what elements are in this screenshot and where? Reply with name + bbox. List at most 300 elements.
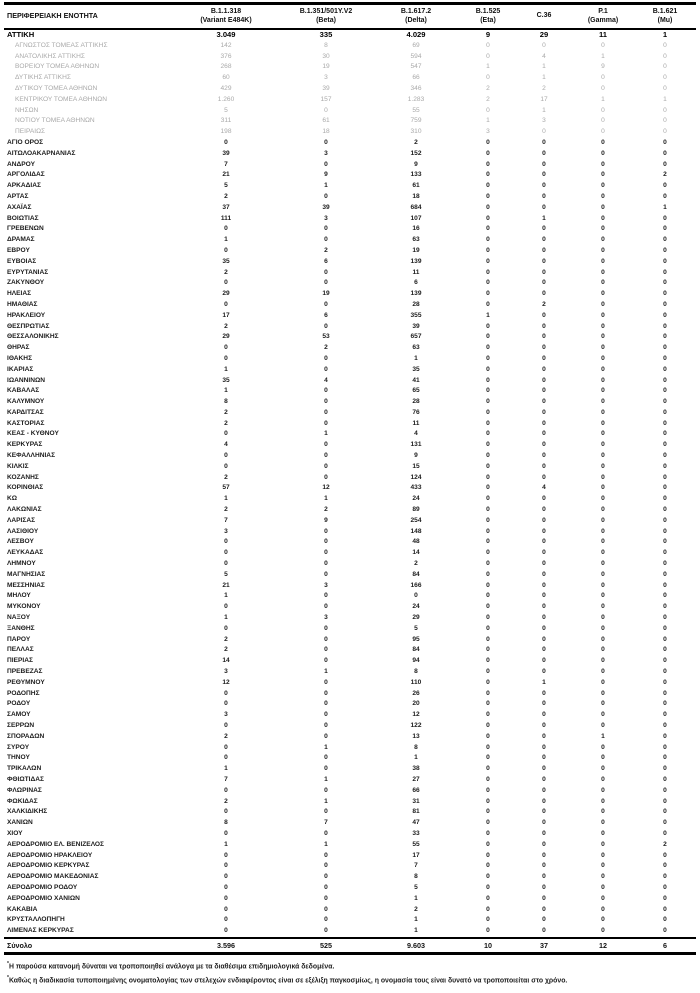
value-cell: 0 xyxy=(486,408,490,416)
value-cell: 311 xyxy=(220,117,232,125)
table-row xyxy=(4,181,696,192)
table-row xyxy=(4,419,696,430)
value-cell: 0 xyxy=(324,279,328,287)
table-row xyxy=(4,699,696,710)
value-cell: 0 xyxy=(663,452,667,460)
value-cell: 0 xyxy=(542,549,546,557)
value-cell: 2 xyxy=(224,419,228,427)
value-cell: 133 xyxy=(410,171,422,179)
region-name-cell: ΛΑΡΙΣΑΣ xyxy=(7,516,36,524)
value-cell: 0 xyxy=(224,808,228,816)
value-cell: 0 xyxy=(663,160,667,168)
region-name-cell: ΝΑΞΟΥ xyxy=(7,614,31,622)
table-row xyxy=(4,376,696,387)
value-cell: 0 xyxy=(224,754,228,762)
region-name-cell: ΑΕΡΟΔΡΟΜΙΟ ΗΡΑΚΛΕΙΟΥ xyxy=(7,851,93,859)
value-cell: 122 xyxy=(410,722,422,729)
table-row xyxy=(4,278,696,289)
header-row xyxy=(4,4,696,30)
value-cell: 0 xyxy=(663,819,667,827)
value-cell: 0 xyxy=(224,246,228,254)
value-cell: 0 xyxy=(663,797,667,805)
value-cell: 94 xyxy=(412,657,420,665)
value-cell: 0 xyxy=(324,473,328,481)
value-cell: 0 xyxy=(663,732,667,740)
total-value-cell: 525 xyxy=(280,938,372,954)
value-cell: 4.029 xyxy=(406,30,426,39)
value-cell: 1 xyxy=(324,495,328,503)
value-cell: 26 xyxy=(412,689,420,697)
value-cell: 0 xyxy=(601,214,605,222)
table-row xyxy=(4,52,696,63)
value-cell: 0 xyxy=(601,495,605,503)
value-cell: 2 xyxy=(224,322,228,330)
value-cell: 107 xyxy=(410,214,422,222)
value-cell: 0 xyxy=(324,732,328,740)
value-cell: 0 xyxy=(324,462,328,470)
value-cell: 0 xyxy=(486,797,490,805)
region-name-cell: ΙΘΑΚΗΣ xyxy=(7,354,33,362)
value-cell: 0 xyxy=(486,754,490,762)
value-cell: 0 xyxy=(486,149,490,157)
column-header-variant: C.36 xyxy=(516,4,572,30)
value-cell: 0 xyxy=(324,398,328,406)
value-cell: 0 xyxy=(542,41,546,49)
region-name-cell: ΑΕΡΟΔΡΟΜΙΟ ΕΛ. ΒΕΝΙΖΕΛΟΣ xyxy=(7,840,105,848)
value-cell: 2 xyxy=(324,344,328,352)
value-cell: 21 xyxy=(222,171,230,179)
value-cell: 0 xyxy=(663,581,667,589)
region-name-cell: ΜΕΣΣΗΝΙΑΣ xyxy=(7,581,45,589)
value-cell: 0 xyxy=(663,84,667,92)
value-cell: 0 xyxy=(224,538,228,546)
value-cell: 81 xyxy=(412,808,420,816)
region-name-cell: ΘΕΣΠΡΩΤΙΑΣ xyxy=(7,322,50,330)
value-cell: 0 xyxy=(663,614,667,622)
value-cell: 0 xyxy=(224,300,228,308)
value-cell: 0 xyxy=(663,430,667,438)
value-cell: 0 xyxy=(486,462,490,470)
value-cell: 594 xyxy=(410,52,422,60)
value-cell: 0 xyxy=(324,700,328,708)
table-row xyxy=(4,41,696,52)
value-cell: 17 xyxy=(222,311,230,319)
value-cell: 110 xyxy=(410,678,422,686)
value-cell: 0 xyxy=(542,927,546,935)
value-cell: 0 xyxy=(486,862,490,870)
value-cell: 11 xyxy=(412,419,420,427)
region-name-cell: ΠΡΕΒΕΖΑΣ xyxy=(7,668,43,676)
value-cell: 0 xyxy=(542,430,546,438)
value-cell: 0 xyxy=(542,786,546,794)
value-cell: 0 xyxy=(601,905,605,913)
value-cell: 0 xyxy=(542,408,546,416)
region-name-cell: ΗΜΑΘΙΑΣ xyxy=(7,300,38,308)
value-cell: 0 xyxy=(324,160,328,168)
value-cell: 4 xyxy=(542,52,546,60)
value-cell: 38 xyxy=(412,765,420,773)
value-cell: 0 xyxy=(542,603,546,611)
value-cell: 0 xyxy=(542,873,546,881)
value-cell: 1 xyxy=(414,894,418,902)
table-row xyxy=(4,494,696,505)
value-cell: 0 xyxy=(324,225,328,233)
value-cell: 0 xyxy=(663,279,667,287)
region-name-cell: ΒΟΡΕΙΟΥ ΤΟΜΕΑ ΑΘΗΝΩΝ xyxy=(15,63,100,71)
table-row xyxy=(4,667,696,678)
value-cell: 0 xyxy=(542,246,546,254)
value-cell: 0 xyxy=(486,808,490,816)
value-cell: 0 xyxy=(601,279,605,287)
value-cell: 0 xyxy=(663,722,667,729)
value-cell: 0 xyxy=(486,279,490,287)
value-cell: 1 xyxy=(324,775,328,783)
value-cell: 17 xyxy=(540,95,548,103)
value-cell: 139 xyxy=(410,257,422,265)
value-cell: 0 xyxy=(601,840,605,848)
value-cell: 19 xyxy=(412,246,420,254)
value-cell: 0 xyxy=(542,657,546,665)
value-cell: 0 xyxy=(486,441,490,449)
value-cell: 0 xyxy=(601,635,605,643)
region-name-cell: ΝΗΣΩΝ xyxy=(15,106,39,114)
value-cell: 0 xyxy=(542,225,546,233)
value-cell: 0 xyxy=(601,408,605,416)
value-cell: 0 xyxy=(601,41,605,49)
region-name-cell: ΛΕΣΒΟΥ xyxy=(7,538,34,546)
value-cell: 0 xyxy=(601,290,605,298)
table-row xyxy=(4,300,696,311)
value-cell: 8 xyxy=(224,398,228,406)
value-cell: 268 xyxy=(220,63,232,71)
value-cell: 30 xyxy=(322,52,330,60)
value-cell: 0 xyxy=(486,225,490,233)
value-cell: 1 xyxy=(224,592,228,600)
value-cell: 355 xyxy=(410,311,422,319)
region-name-cell: ΑΧΑΪΑΣ xyxy=(7,203,32,211)
value-cell: 0 xyxy=(542,894,546,902)
region-name-cell: ΑΡΓΟΛΙΔΑΣ xyxy=(7,171,45,179)
table-row xyxy=(4,581,696,592)
table-row xyxy=(4,29,696,41)
value-cell: 0 xyxy=(486,646,490,654)
value-cell: 198 xyxy=(220,128,232,136)
value-cell: 0 xyxy=(542,722,546,729)
value-cell: 1 xyxy=(224,236,228,244)
value-cell: 1 xyxy=(224,840,228,848)
value-cell: 0 xyxy=(486,905,490,913)
value-cell: 0 xyxy=(486,257,490,265)
value-cell: 0 xyxy=(601,246,605,254)
value-cell: 0 xyxy=(601,106,605,114)
value-cell: 0 xyxy=(542,624,546,632)
value-cell: 0 xyxy=(601,581,605,589)
value-cell: 95 xyxy=(412,635,420,643)
value-cell: 39 xyxy=(412,322,420,330)
value-cell: 0 xyxy=(324,365,328,373)
value-cell: 0 xyxy=(542,614,546,622)
value-cell: 0 xyxy=(601,236,605,244)
value-cell: 0 xyxy=(663,41,667,49)
value-cell: 1 xyxy=(224,765,228,773)
value-cell: 0 xyxy=(542,840,546,848)
value-cell: 0 xyxy=(542,160,546,168)
value-cell: 0 xyxy=(601,398,605,406)
table-row xyxy=(4,818,696,829)
value-cell: 0 xyxy=(486,624,490,632)
region-name-cell: ΚΟΖΑΝΗΣ xyxy=(7,473,39,481)
value-cell: 0 xyxy=(542,344,546,352)
value-cell: 0 xyxy=(601,851,605,859)
value-cell: 0 xyxy=(542,398,546,406)
value-cell: 0 xyxy=(663,538,667,546)
region-name-cell: ΣΕΡΡΩΝ xyxy=(7,722,35,729)
table-row xyxy=(4,73,696,84)
value-cell: 0 xyxy=(663,182,667,190)
region-name-cell: ΚΡΥΣΤΑΛΛΟΠΗΓΗ xyxy=(7,916,65,924)
value-cell: 2 xyxy=(414,560,418,568)
value-cell: 0 xyxy=(663,570,667,578)
value-cell: 47 xyxy=(412,819,420,827)
value-cell: 0 xyxy=(224,344,228,352)
value-cell: 111 xyxy=(220,214,232,222)
value-cell: 0 xyxy=(542,365,546,373)
value-cell: 0 xyxy=(486,614,490,622)
value-cell: 0 xyxy=(486,570,490,578)
region-name-cell: ΚΕΦΑΛΛΗΝΙΑΣ xyxy=(7,452,56,460)
region-name-cell: ΔΥΤΙΚΟΥ ΤΟΜΕΑ ΑΘΗΝΩΝ xyxy=(15,84,98,92)
value-cell: 35 xyxy=(222,257,230,265)
value-cell: 0 xyxy=(601,182,605,190)
value-cell: 657 xyxy=(410,333,422,341)
region-name-cell: ΗΡΑΚΛΕΙΟΥ xyxy=(7,311,46,319)
value-cell: 4 xyxy=(324,376,328,384)
value-cell: 0 xyxy=(601,743,605,751)
value-cell: 0 xyxy=(542,311,546,319)
table-row xyxy=(4,559,696,570)
value-cell: 0 xyxy=(601,376,605,384)
value-cell: 2 xyxy=(324,246,328,254)
value-cell: 24 xyxy=(412,603,420,611)
column-header-region: ΠΕΡΙΦΕΡΕΙΑΚΗ ΕΝΟΤΗΤΑ xyxy=(4,4,172,30)
region-name-cell: ΛΙΜΕΝΑΣ ΚΕΡΚΥΡΑΣ xyxy=(7,927,74,935)
value-cell: 0 xyxy=(542,775,546,783)
value-cell: 1 xyxy=(224,365,228,373)
value-cell: 0 xyxy=(663,646,667,654)
value-cell: 0 xyxy=(486,883,490,891)
value-cell: 0 xyxy=(663,754,667,762)
value-cell: 0 xyxy=(663,927,667,935)
value-cell: 0 xyxy=(486,160,490,168)
region-name-cell: ΓΡΕΒΕΝΩΝ xyxy=(7,225,44,233)
value-cell: 0 xyxy=(601,927,605,935)
value-cell: 14 xyxy=(222,657,230,665)
region-name-cell: ΦΩΚΙΔΑΣ xyxy=(7,797,38,805)
region-name-cell: ΦΛΩΡΙΝΑΣ xyxy=(7,786,42,794)
value-cell: 0 xyxy=(601,300,605,308)
value-cell: 0 xyxy=(486,581,490,589)
value-cell: 0 xyxy=(542,829,546,837)
value-cell: 0 xyxy=(486,354,490,362)
value-cell: 0 xyxy=(486,182,490,190)
value-cell: 0 xyxy=(224,829,228,837)
value-cell: 84 xyxy=(412,646,420,654)
value-cell: 0 xyxy=(324,916,328,924)
region-name-cell: ΠΕΙΡΑΙΩΣ xyxy=(15,128,46,136)
value-cell: 0 xyxy=(663,775,667,783)
value-cell: 7 xyxy=(414,862,418,870)
value-cell: 0 xyxy=(601,311,605,319)
value-cell: 0 xyxy=(601,808,605,816)
table-row xyxy=(4,710,696,721)
value-cell: 35 xyxy=(222,376,230,384)
value-cell: 0 xyxy=(542,527,546,535)
value-cell: 0 xyxy=(486,376,490,384)
value-cell: 61 xyxy=(322,117,330,125)
region-name-cell: ΘΗΡΑΣ xyxy=(7,344,30,352)
value-cell: 429 xyxy=(220,84,232,92)
value-cell: 0 xyxy=(663,862,667,870)
value-cell: 8 xyxy=(414,873,418,881)
value-cell: 0 xyxy=(542,851,546,859)
value-cell: 9 xyxy=(324,516,328,524)
value-cell: 0 xyxy=(663,678,667,686)
value-cell: 0 xyxy=(542,808,546,816)
table-row xyxy=(4,797,696,808)
value-cell: 0 xyxy=(663,322,667,330)
value-cell: 0 xyxy=(542,354,546,362)
region-name-cell: ΔΥΤΙΚΗΣ ΑΤΤΙΚΗΣ xyxy=(15,74,71,82)
value-cell: 0 xyxy=(486,678,490,686)
value-cell: 0 xyxy=(601,171,605,179)
table-row xyxy=(4,311,696,322)
value-cell: 28 xyxy=(412,300,420,308)
value-cell: 1 xyxy=(324,797,328,805)
asterisk: * xyxy=(7,960,9,967)
value-cell: 0 xyxy=(542,819,546,827)
value-cell: 0 xyxy=(601,160,605,168)
value-cell: 0 xyxy=(486,592,490,600)
value-cell: 0 xyxy=(324,570,328,578)
value-cell: 4 xyxy=(414,430,418,438)
value-cell: 0 xyxy=(324,419,328,427)
value-cell: 1 xyxy=(662,30,668,39)
table-row xyxy=(4,462,696,473)
value-cell: 4 xyxy=(542,484,546,492)
value-cell: 0 xyxy=(601,700,605,708)
value-cell: 3 xyxy=(324,149,328,157)
region-name-cell: ΡΟΔΟΥ xyxy=(7,700,31,708)
table-row xyxy=(4,591,696,602)
value-cell: 2 xyxy=(224,635,228,643)
value-cell: 0 xyxy=(542,700,546,708)
value-cell: 0 xyxy=(224,927,228,935)
value-cell: 0 xyxy=(542,635,546,643)
value-cell: 0 xyxy=(486,775,490,783)
table-row xyxy=(4,678,696,689)
region-name-cell: ΚΑΚΑΒΙΑ xyxy=(7,905,38,913)
value-cell: 1 xyxy=(542,678,546,686)
value-cell: 0 xyxy=(542,376,546,384)
value-cell: 1 xyxy=(324,430,328,438)
value-cell: 0 xyxy=(486,300,490,308)
value-cell: 11 xyxy=(412,268,420,276)
value-cell: 0 xyxy=(663,192,667,200)
value-cell: 0 xyxy=(663,52,667,60)
value-cell: 0 xyxy=(486,344,490,352)
value-cell: 21 xyxy=(222,581,230,589)
region-name-cell: ΦΘΙΩΤΙΔΑΣ xyxy=(7,775,44,783)
value-cell: 0 xyxy=(663,117,667,125)
value-cell: 9 xyxy=(601,63,605,71)
value-cell: 0 xyxy=(486,419,490,427)
value-cell: 1 xyxy=(224,387,228,395)
table-row xyxy=(4,106,696,117)
column-header-variant: B.1.621 (Mu) xyxy=(634,4,696,30)
value-cell: 0 xyxy=(663,257,667,265)
value-cell: 0 xyxy=(601,786,605,794)
value-cell: 1 xyxy=(486,311,490,319)
value-cell: 5 xyxy=(414,883,418,891)
value-cell: 1.260 xyxy=(217,95,235,103)
table-row xyxy=(4,408,696,419)
region-name-cell: ΑΡΚΑΔΙΑΣ xyxy=(7,182,41,190)
value-cell: 0 xyxy=(663,916,667,924)
value-cell: 0 xyxy=(601,452,605,460)
value-cell: 29 xyxy=(412,614,420,622)
table-row xyxy=(4,386,696,397)
value-cell: 0 xyxy=(542,268,546,276)
value-cell: 1 xyxy=(542,106,546,114)
region-name-cell: ΒΟΙΩΤΙΑΣ xyxy=(7,214,39,222)
table-row xyxy=(4,721,696,732)
region-name-cell: ΑΡΤΑΣ xyxy=(7,192,29,200)
table-row xyxy=(4,689,696,700)
region-name-cell: ΑΝΑΤΟΛΙΚΗΣ ΑΤΤΙΚΗΣ xyxy=(15,52,85,60)
value-cell: 0 xyxy=(663,106,667,114)
value-cell: 53 xyxy=(322,333,330,341)
value-cell: 0 xyxy=(542,668,546,676)
value-cell: 0 xyxy=(542,765,546,773)
value-cell: 1 xyxy=(414,916,418,924)
value-cell: 0 xyxy=(542,128,546,136)
value-cell: 0 xyxy=(542,883,546,891)
value-cell: 16 xyxy=(412,225,420,233)
region-name-cell: ΚΕΡΚΥΡΑΣ xyxy=(7,441,43,449)
value-cell: 0 xyxy=(663,300,667,308)
value-cell: 0 xyxy=(486,171,490,179)
value-cell: 0 xyxy=(601,883,605,891)
value-cell: 5 xyxy=(224,106,228,114)
value-cell: 55 xyxy=(412,840,420,848)
region-name-cell: ΙΚΑΡΙΑΣ xyxy=(7,365,34,373)
value-cell: 27 xyxy=(412,775,420,783)
value-cell: 41 xyxy=(412,376,420,384)
value-cell: 0 xyxy=(324,387,328,395)
value-cell: 0 xyxy=(224,138,228,146)
value-cell: 6 xyxy=(324,311,328,319)
value-cell: 0 xyxy=(663,236,667,244)
value-cell: 35 xyxy=(412,365,420,373)
region-name-cell: ΗΛΕΙΑΣ xyxy=(7,290,32,298)
table-row xyxy=(4,365,696,376)
value-cell: 0 xyxy=(224,700,228,708)
table-row xyxy=(4,451,696,462)
value-cell: 0 xyxy=(601,538,605,546)
value-cell: 0 xyxy=(486,538,490,546)
value-cell: 12 xyxy=(412,711,420,719)
value-cell: 2 xyxy=(224,408,228,416)
